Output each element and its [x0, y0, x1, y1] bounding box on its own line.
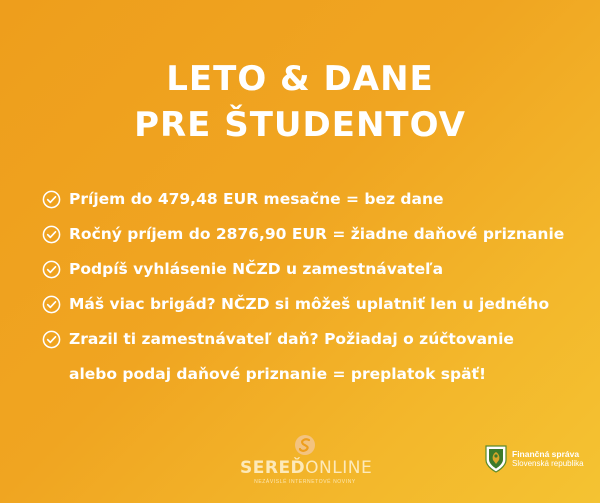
check-circle-icon: [42, 295, 61, 314]
tips-list: [42, 182, 582, 392]
financna-sprava-text: [512, 449, 584, 469]
list-item: [42, 322, 582, 392]
check-circle-icon: [42, 330, 61, 349]
sered-logo-tagline: NEZÁVISLÉ INTERNETOVÉ NOVINY: [254, 479, 356, 485]
financna-sprava-logo: [484, 444, 594, 478]
sered-logo-name: [240, 458, 373, 478]
list-item-text: Príjem do 479,48 EUR mesačne = bez dane: [69, 190, 444, 208]
title-line-2: PRE ŠTUDENTOV: [134, 105, 466, 145]
list-item: [42, 287, 582, 322]
list-item-text: Podpíš vyhlásenie NČZD u zamestnávateľa: [69, 260, 444, 278]
list-item-text-continued: alebo podaj daňové priznanie = preplatok späť!: [69, 365, 487, 383]
list-item: [42, 182, 582, 217]
financna-sprava-line-1: Finančná správa: [512, 449, 580, 459]
check-circle-icon: [42, 190, 61, 209]
list-item: [42, 217, 582, 252]
list-item-text: Zrazil ti zamestnávateľ daň? Požiadaj o zúčtovanie: [69, 330, 514, 348]
poster-title: [0, 56, 600, 148]
financna-sprava-line-2: Slovenská republika: [512, 459, 584, 468]
check-circle-icon: [42, 260, 61, 279]
sered-online-logo: [240, 434, 373, 496]
sered-logo-name-part1: SEREĎ: [240, 458, 306, 478]
list-item-text: Ročný príjem do 2876,90 EUR = žiadne daňové priznanie: [69, 225, 565, 243]
state-emblem-icon: [484, 444, 508, 474]
sered-logo-icon: [294, 434, 316, 456]
check-circle-icon: [42, 225, 61, 244]
title-line-1: LETO & DANE: [166, 59, 434, 99]
list-item: [42, 252, 582, 287]
sered-logo-name-part2: ONLINE: [305, 458, 373, 478]
list-item-text: Máš viac brigád? NČZD si môžeš uplatniť len u jedného: [69, 295, 550, 313]
